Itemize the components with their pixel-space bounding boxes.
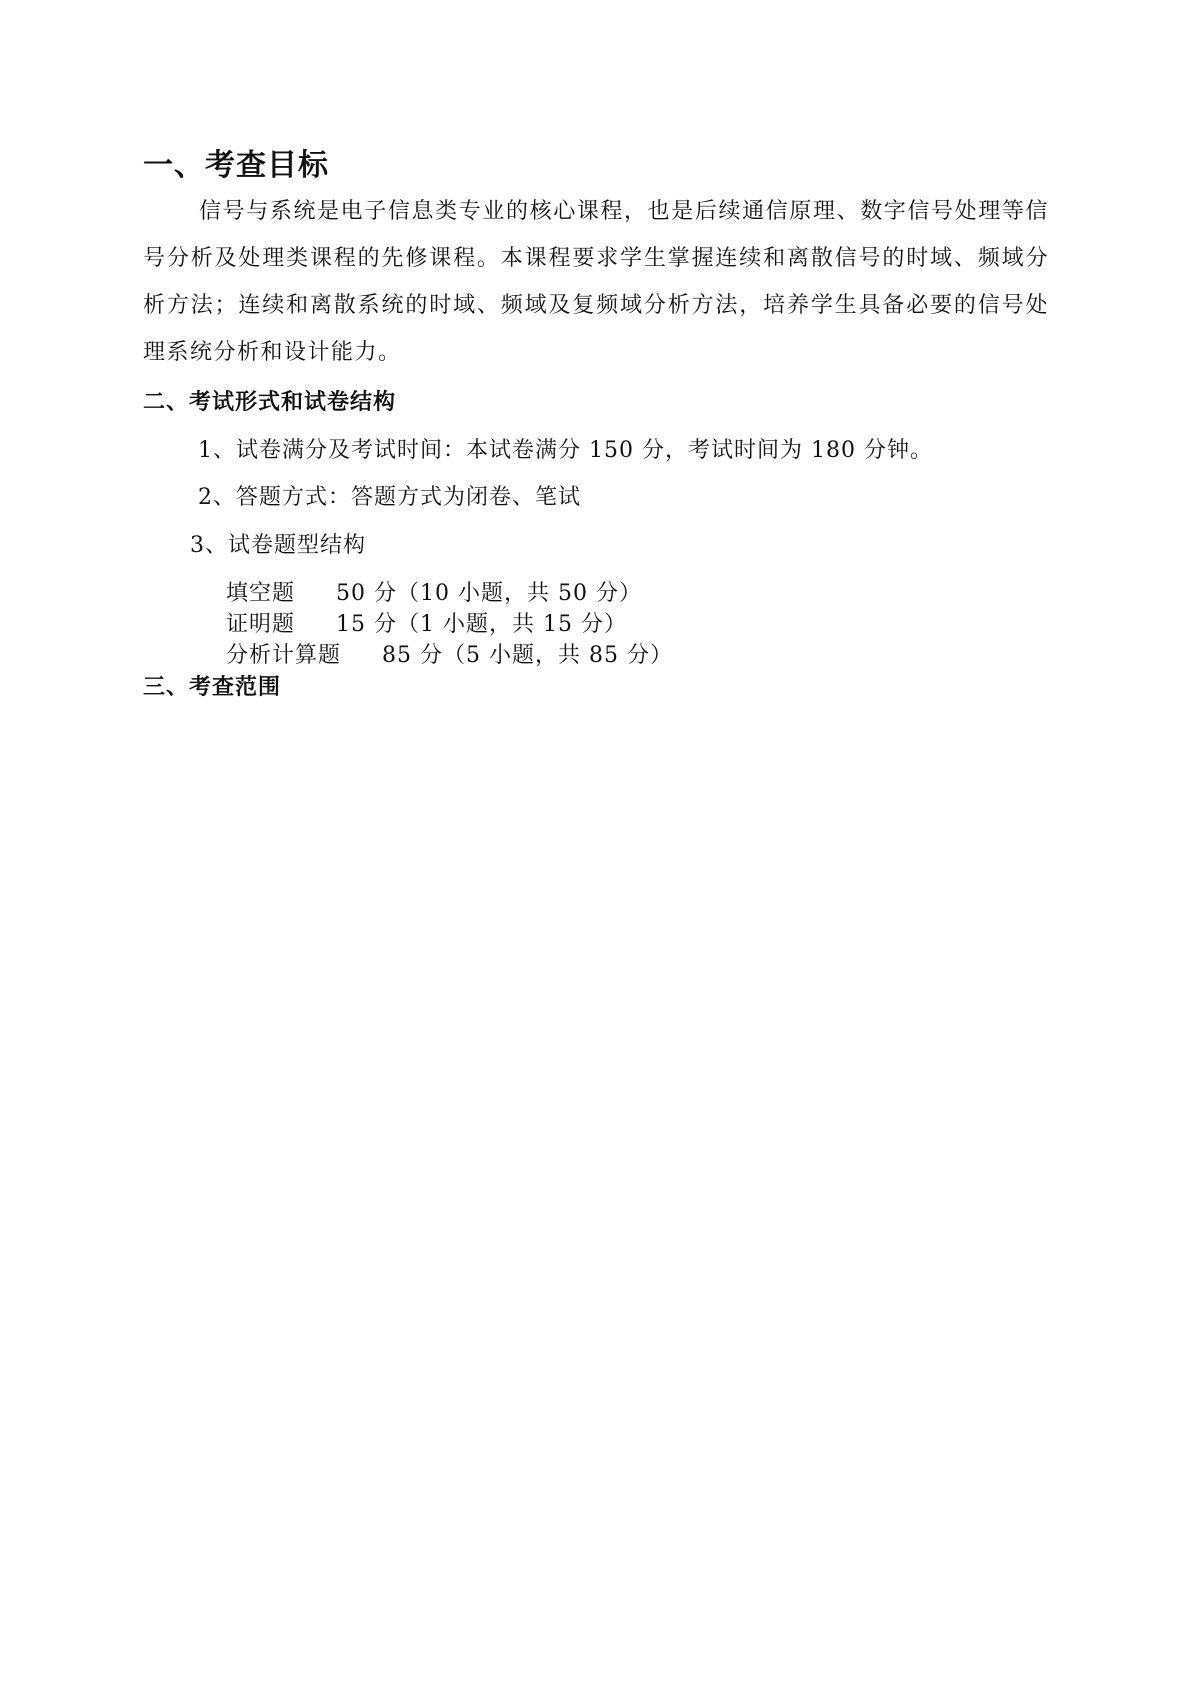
question-type-score: 15 分（1 小题，共 15 分）: [336, 612, 627, 637]
question-type-name: 分析计算题: [226, 643, 342, 668]
question-type-name: 填空题: [226, 581, 296, 606]
section3-heading: 三、考查范围: [143, 675, 282, 700]
exam-score-time: 1、试卷满分及考试时间：本试卷满分 150 分，考试时间为 180 分钟。: [198, 438, 933, 463]
section1-paragraph: 信号与系统是电子信息类专业的核心课程，也是后续通信原理、数字信号处理等信号分析及处理类课程的先修课程。本课程要求学生掌握连续和离散信号的时域、频域分析方法；连续和离散系统的时域、频域及复频域分析方法，培养学生具备必要的信号处理系统分析和设计能力。: [143, 199, 1049, 365]
question-type-row: [226, 638, 673, 669]
section1-heading: 一、考查目标: [143, 148, 329, 183]
question-structure-title: 3、试卷题型结构: [190, 533, 366, 558]
question-type-score: 85 分（5 小题，共 85 分）: [382, 643, 673, 668]
answer-method: 2、答题方式：答题方式为闭卷、笔试: [198, 485, 581, 510]
question-type-row: [226, 576, 642, 607]
question-type-row: [226, 607, 627, 638]
question-type-name: 证明题: [226, 612, 296, 637]
section2-heading: 二、考试形式和试卷结构: [143, 390, 397, 415]
question-type-score: 50 分（10 小题，共 50 分）: [336, 581, 642, 606]
